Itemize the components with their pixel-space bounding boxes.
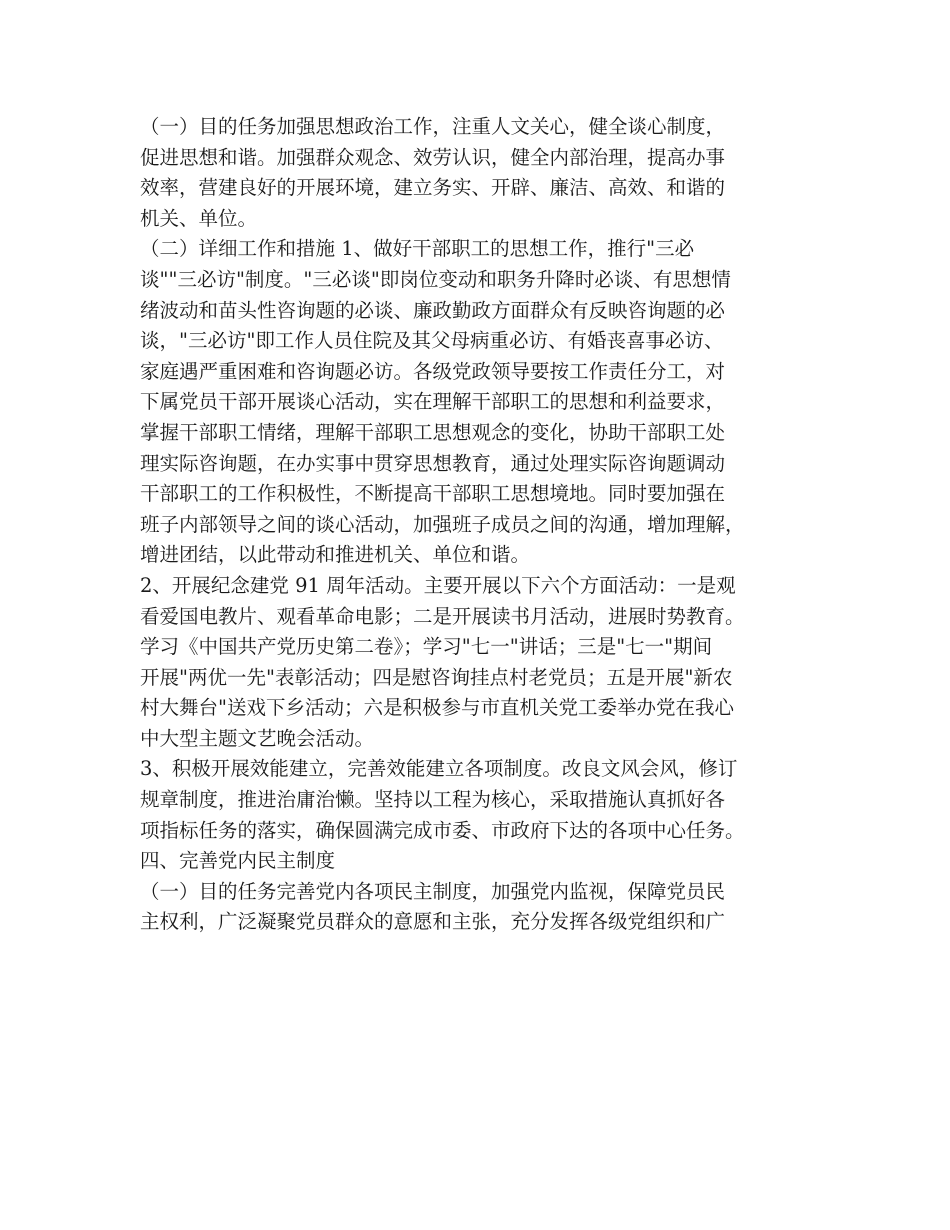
text-line: 增进团结，以此带动和推进机关、单位和谐。 [140,543,531,567]
text-line: 理实际咨询题，在办实事中贯穿思想教育，通过处理实际咨询题调动 [140,451,726,475]
text-line: 效率，营建良好的开展环境，建立务实、开辟、廉洁、高效、和谐的 [140,176,726,200]
text-line: 学习《中国共产党历史第二卷》；学习"七一"讲话；三是"七一"期间 [140,635,713,659]
text-line: 开展"两优一先"表彰活动；四是慰咨询挂点村老党员；五是开展"新农 [140,665,733,689]
text-line: 3、积极开展效能建立，完善效能建立各项制度。改良文风会风，修订 [140,757,738,781]
text-line: 班子内部领导之间的谈心活动，加强班子成员之间的沟通，增加理解， [140,512,745,536]
text-line: 谈，"三必访"即工作人员住院及其父母病重必访、有婚丧喜事必访、 [140,329,724,353]
text-line: 中大型主题文艺晚会活动。 [140,726,375,750]
text-line: 主权利，广泛凝聚党员群众的意愿和主张，充分发挥各级党组织和广 [140,910,726,934]
document-body [140,112,820,938]
text-line: 干部职工的工作积极性，不断提高干部职工思想境地。同时要加强在 [140,482,726,506]
text-line: （二）详细工作和措施 1、做好干部职工的思想工作，推行"三必 [140,237,695,261]
text-line: 下属党员干部开展谈心活动，实在理解干部职工的思想和利益要求， [140,390,726,414]
text-line: 家庭遇严重困难和咨询题必访。各级党政领导要按工作责任分工，对 [140,359,726,383]
text-line: 2、开展纪念建党 91 周年活动。主要开展以下六个方面活动：一是观 [140,573,736,597]
text-line: 促进思想和谐。加强群众观念、效劳认识，健全内部治理，提高办事 [140,145,726,169]
text-line: 村大舞台"送戏下乡活动；六是积极参与市直机关党工委举办党在我心 [140,696,734,720]
text-line: 绪波动和苗头性咨询题的必谈、廉政勤政方面群众有反映咨询题的必 [140,298,726,322]
text-line: 机关、单位。 [140,206,258,230]
text-line: 掌握干部职工情绪，理解干部职工思想观念的变化，协助干部职工处 [140,420,726,444]
text-line: （一）目的任务完善党内各项民主制度，加强党内监视，保障党员民 [140,879,726,903]
text-line: （一）目的任务加强思想政治工作，注重人文关心，健全谈心制度， [140,115,726,138]
text-line: 四、完善党内民主制度 [140,849,336,873]
text-line: 规章制度，推进治庸治懒。坚持以工程为核心，采取措施认真抓好各 [140,788,726,812]
text-line: 看爱国电教片、观看革命电影；二是开展读书月活动，进展时势教育。 [140,604,745,628]
text-line: 项指标任务的落实，确保圆满完成市委、市政府下达的各项中心任务。 [140,818,745,842]
text-line: 谈""三必访"制度。"三必谈"即岗位变动和职务升降时必谈、有思想情 [140,267,731,291]
